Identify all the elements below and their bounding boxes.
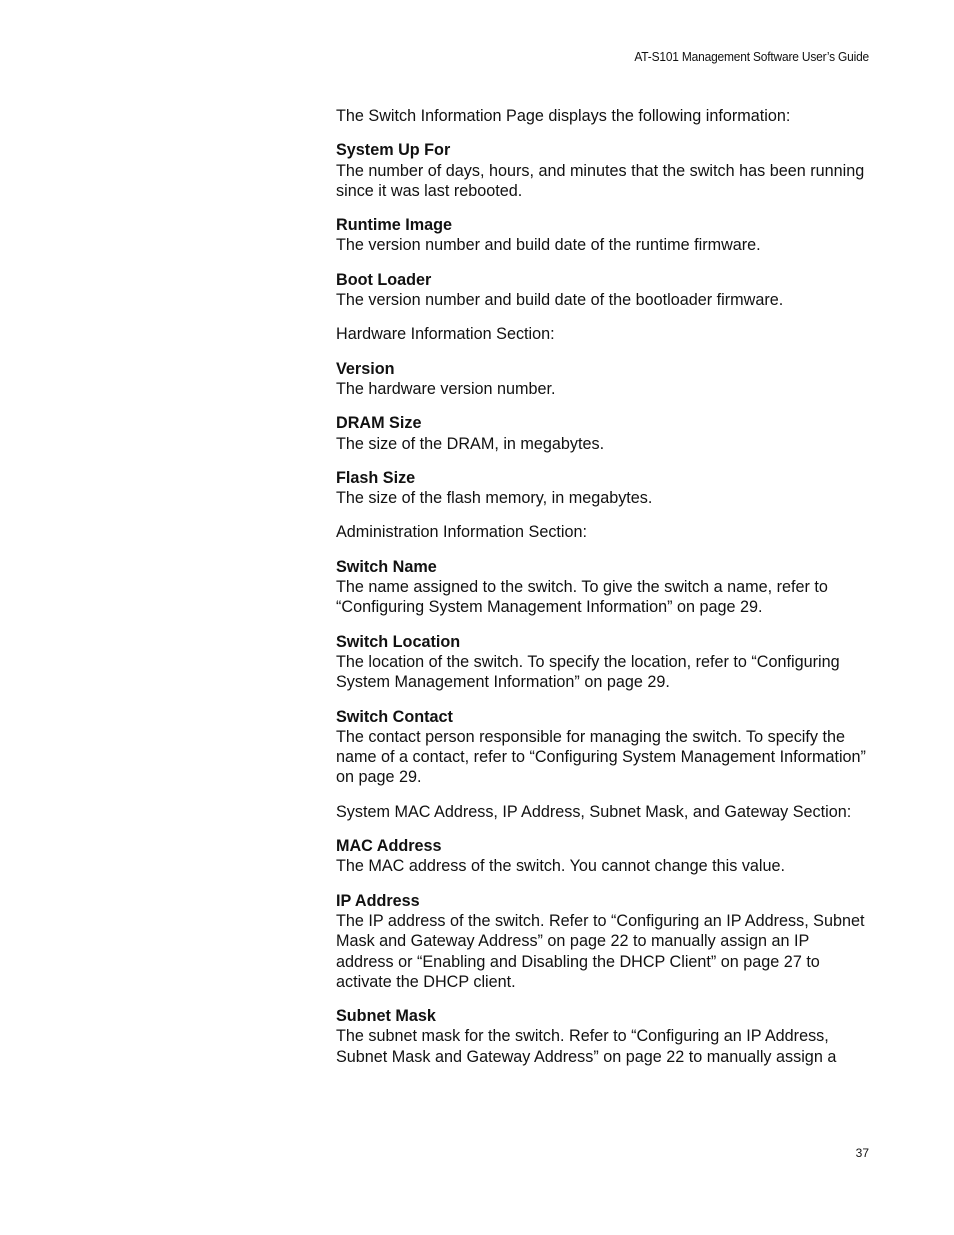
definition-entry: [336, 557, 871, 618]
definition-entry: [336, 468, 871, 509]
intro-text: The Switch Information Page displays the following information:: [336, 107, 791, 125]
entry-description: The location of the switch. To specify the location, refer to “Configuring System Management Information” on page 29.: [336, 652, 840, 692]
definition-entry: [336, 1006, 871, 1067]
section-heading-network: System MAC Address, IP Address, Subnet Mask, and Gateway Section:: [336, 802, 852, 821]
page-body: [336, 106, 871, 1081]
entry-term: System Up For: [336, 141, 451, 160]
entry-description: The subnet mask for the switch. Refer to “Configuring an IP Address, Subnet Mask and Gateway Address” on page 22 to manually assign a: [336, 1027, 837, 1066]
entry-term: IP Address: [336, 891, 420, 910]
entry-description: The hardware version number.: [336, 379, 556, 398]
definition-entry: [336, 891, 871, 992]
entry-term: DRAM Size: [336, 414, 422, 433]
entry-description: The IP address of the switch. Refer to “Configuring an IP Address, Subnet Mask and Gateway Address” on page 22 to manually assign an IP address or “Enabling and Disabling the DHCP Client” on page 27 to activate the DHCP client.: [336, 911, 865, 991]
definition-entry: [336, 359, 871, 400]
definition-entry: [336, 836, 871, 877]
entry-term: Switch Contact: [336, 707, 453, 726]
definition-entry: [336, 270, 871, 311]
definition-entry: [336, 707, 871, 788]
entry-description: The version number and build date of the runtime firmware.: [336, 236, 761, 255]
entry-term: Runtime Image: [336, 216, 453, 235]
entry-term: Subnet Mask: [336, 1007, 436, 1026]
entry-term: Switch Location: [336, 632, 461, 651]
entry-description: The version number and build date of the bootloader firmware.: [336, 291, 784, 310]
entry-term: Switch Name: [336, 557, 437, 576]
entry-description: The size of the flash memory, in megabytes.: [336, 489, 653, 508]
definition-entry: [336, 413, 871, 454]
running-header: AT-S101 Management Software User’s Guide: [634, 49, 869, 64]
section-heading-hardware: Hardware Information Section:: [336, 325, 555, 344]
entry-description: The contact person responsible for managing the switch. To specify the name of a contact, refer to “Configuring System Management Information” on page 29.: [336, 727, 866, 787]
entry-term: Flash Size: [336, 468, 416, 487]
entry-term: Boot Loader: [336, 270, 432, 289]
entry-description: The size of the DRAM, in megabytes.: [336, 434, 605, 453]
definition-entry: [336, 215, 871, 256]
page-number: 37: [855, 1146, 869, 1160]
entry-term: MAC Address: [336, 837, 442, 856]
entry-description: The MAC address of the switch. You cannot change this value.: [336, 857, 786, 876]
entry-description: The number of days, hours, and minutes that the switch has been running since it was last rebooted.: [336, 161, 865, 200]
entry-description: The name assigned to the switch. To give the switch a name, refer to “Configuring System Management Information” on page 29.: [336, 578, 828, 617]
entry-term: Version: [336, 359, 395, 378]
section-heading-administration: Administration Information Section:: [336, 523, 588, 542]
definition-entry: [336, 632, 871, 693]
definition-entry: [336, 140, 871, 201]
